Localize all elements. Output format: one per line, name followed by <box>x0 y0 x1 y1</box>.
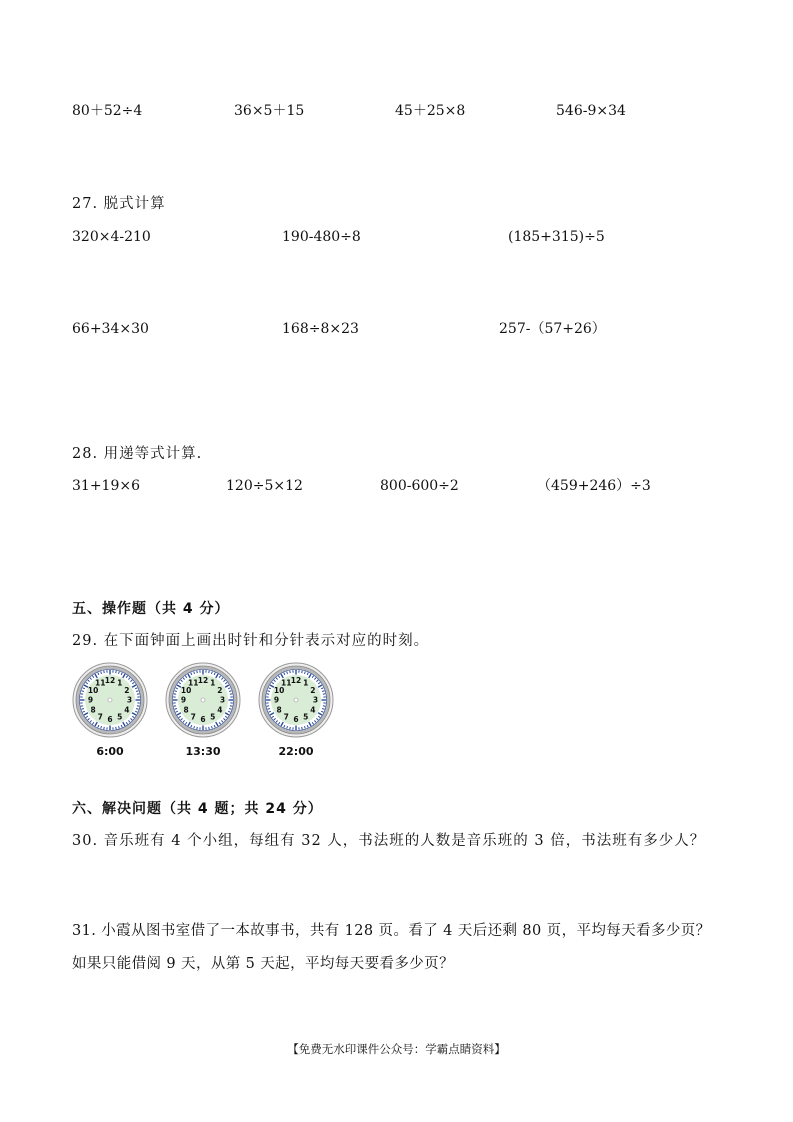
clock-number: 4 <box>124 705 130 715</box>
question-31-line2: 如果只能借阅 9 天，从第 5 天起，平均每天要看多少页？ <box>72 956 454 972</box>
expression: 66+34×30 <box>72 321 149 337</box>
clock-face-icon[interactable] <box>258 662 334 738</box>
clock-number: 9 <box>180 695 187 705</box>
clock-number: 2 <box>310 685 316 695</box>
expression: 45＋25×8 <box>395 103 466 119</box>
clock-tick <box>209 671 210 673</box>
clock-number: 12 <box>197 676 209 686</box>
clock-tick <box>197 727 198 729</box>
clock-tick <box>302 727 303 729</box>
clock-number: 8 <box>276 705 282 715</box>
question-31-line1: 31. 小霞从图书室借了一本故事书，共有 128 页。看了 4 天后还剩 80 页，平均每天看多少页？ <box>72 923 711 939</box>
clock-number: 6 <box>293 715 299 725</box>
clock-tick <box>230 694 232 695</box>
question-27-title: 27. 脱式计算 <box>72 196 166 212</box>
clock-number: 4 <box>310 705 316 715</box>
clock-number: 11 <box>188 678 199 688</box>
clock-center-pin <box>294 698 298 702</box>
clock-tick <box>290 671 291 673</box>
expression: 36×5＋15 <box>234 103 305 119</box>
clock-tick <box>267 694 269 695</box>
clock-tick <box>174 706 176 707</box>
clock-center-pin <box>108 698 112 702</box>
clock-number: 3 <box>219 695 226 705</box>
clock-number: 12 <box>290 676 302 686</box>
clock-number: 3 <box>126 695 133 705</box>
clock-number: 2 <box>124 685 130 695</box>
clock-tick <box>137 706 139 707</box>
clock-number: 9 <box>273 695 280 705</box>
question-28-title: 28. 用递等式计算. <box>72 446 203 462</box>
expression: 190-480÷8 <box>282 229 361 245</box>
clock-number: 1 <box>117 678 123 688</box>
clock-number: 1 <box>303 678 309 688</box>
question-30-text: 30. 音乐班有 4 个小组，每组有 32 人，书法班的人数是音乐班的 3 倍，书法班有多少人？ <box>72 833 706 849</box>
clock-tick <box>302 671 303 673</box>
clock-number: 8 <box>90 705 96 715</box>
clock-time-label: 13:30 <box>185 745 221 758</box>
clock-tick <box>104 727 105 729</box>
footer-note: 【免费无水印课件公众号：学霸点睛资料】 <box>287 1042 506 1056</box>
clock-time-label: 6:00 <box>96 745 124 758</box>
clock-number: 11 <box>95 678 106 688</box>
clock-number: 11 <box>281 678 292 688</box>
expression: (185+315)÷5 <box>508 229 605 245</box>
clock-tick <box>267 706 269 707</box>
clock-tick <box>197 671 198 673</box>
clock-tick <box>174 694 176 695</box>
clock-number: 10 <box>87 685 99 695</box>
expression: 320×4-210 <box>72 229 151 245</box>
expression: 168÷8×23 <box>282 321 359 337</box>
clock-tick <box>81 694 83 695</box>
clock-tick <box>323 694 325 695</box>
clock-tick <box>323 706 325 707</box>
clock-tick <box>116 671 117 673</box>
question-29-title: 29. 在下面钟面上画出时针和分针表示对应的时刻。 <box>72 633 430 649</box>
clock-tick <box>230 706 232 707</box>
clock-time-label: 22:00 <box>278 745 314 758</box>
clock-tick <box>290 727 291 729</box>
clock-tick <box>137 694 139 695</box>
clock-number: 3 <box>312 695 319 705</box>
clock-face-icon[interactable] <box>165 662 241 738</box>
expression: 257-（57+26） <box>499 321 606 337</box>
section-title: 五、操作题（共 4 分） <box>72 601 230 617</box>
clock-number: 5 <box>303 712 309 722</box>
clock-face-icon[interactable] <box>72 662 148 738</box>
clock-number: 10 <box>273 685 285 695</box>
clock-tick <box>104 671 105 673</box>
clock-number: 5 <box>117 712 123 722</box>
section-title: 六、解决问题（共 4 题；共 24 分） <box>72 801 323 817</box>
clock-number: 12 <box>104 676 116 686</box>
clock-number: 5 <box>210 712 216 722</box>
clock-tick <box>81 706 83 707</box>
clock-tick <box>116 727 117 729</box>
expression: （459+246）÷3 <box>537 478 651 494</box>
clock-number: 7 <box>97 712 103 722</box>
clock-number: 7 <box>190 712 196 722</box>
expression: 800-600÷2 <box>380 478 459 494</box>
clock-center-pin <box>201 698 205 702</box>
clock-number: 8 <box>183 705 189 715</box>
expression: 546-9×34 <box>556 103 626 119</box>
clock-number: 1 <box>210 678 216 688</box>
expression: 120÷5×12 <box>226 478 303 494</box>
clock-number: 9 <box>87 695 94 705</box>
clock-number: 6 <box>107 715 113 725</box>
clock-tick <box>209 727 210 729</box>
clock-number: 7 <box>283 712 289 722</box>
expression: 31+19×6 <box>72 478 140 494</box>
clock-number: 4 <box>217 705 223 715</box>
expression: 80＋52÷4 <box>72 103 143 119</box>
clock-number: 6 <box>200 715 206 725</box>
clock-number: 10 <box>180 685 192 695</box>
clock-number: 2 <box>217 685 223 695</box>
